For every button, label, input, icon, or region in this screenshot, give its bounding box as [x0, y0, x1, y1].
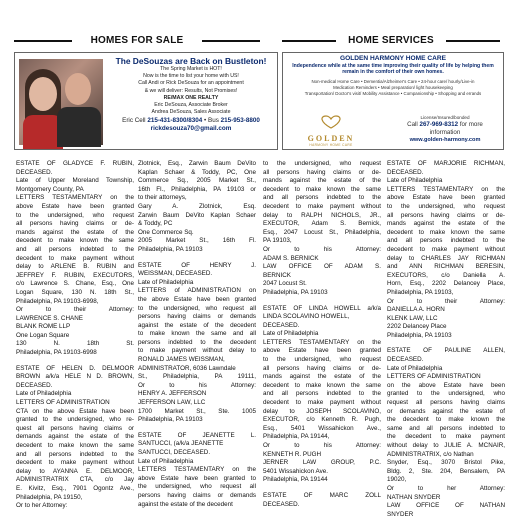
notice-line: delay to AYANNA E. DELMOOR,	[16, 467, 134, 475]
notice-line: ESTATE OF MARJORIE RICHMAN,	[387, 160, 505, 167]
notice-line: 2005 Market St., 16th Fl.	[138, 237, 256, 245]
notice-line: all persons having claims or de-	[263, 168, 381, 176]
notice-line: JEFFERSON LAW, LLC	[138, 399, 206, 407]
notice-line: ADMINISTRATOR, 6036 Lawndale	[138, 364, 236, 372]
notice-line: CTA on the above Estate have been	[16, 407, 134, 415]
notice-line: quest all persons having claims or	[16, 424, 134, 432]
notice-line: all persons having claims or de-	[387, 211, 505, 219]
agent-name: Andrea DeSouza, Sales Associate	[151, 109, 231, 116]
notice-line: Esq., 5401 Wissahickon Ave.,	[263, 424, 381, 432]
notice-line: to the undersigned, who request all	[138, 304, 256, 312]
notice-line: Philadelphia, PA 19103	[138, 245, 203, 253]
sale-ad-phones: Eric Cell 215-431-8300/8304 • Bus 215-953-8800	[122, 117, 260, 125]
notice-line: Philadelphia, PA 19103-6998,	[16, 297, 99, 305]
services-ad-subtitle: Independence while at the same time improving their quality of life by helping them remain in the comfort of their own homes.	[292, 63, 494, 76]
notice-line: Or to his Attorney:	[138, 381, 256, 389]
notice-line: to the undersigned, who request	[263, 160, 381, 167]
notice-line: ESTATE OF JEANETTE L.	[138, 431, 256, 439]
notice-line: Gary A. Zlotnick, Esq.	[138, 202, 256, 210]
notice-line: Or to their Attorney:	[16, 306, 134, 314]
notice-line: and all persons indebted to the	[263, 390, 381, 398]
notice-line: KLENK LAW, LLC	[387, 314, 438, 322]
notice-line: Philadelphia, PA 19103,	[387, 288, 454, 296]
notice-line: Zlotnick, Esq., Zarwin Baum DeVito	[138, 160, 256, 167]
notice-line: 1700 Market St., Ste. 1005	[138, 407, 256, 415]
notice-line: request all persons having claims	[387, 399, 505, 407]
notice-line: to the undersigned, who request	[263, 356, 381, 364]
notice-line: Or to their Attorney:	[387, 297, 505, 305]
notice-line: above Estate have been granted	[387, 194, 505, 202]
golden-harmony-ad	[282, 52, 504, 150]
notice-line: or demands against the estate of	[387, 407, 505, 415]
legal-column-4	[387, 160, 505, 518]
notice-line: above Estate have been granted to	[138, 474, 256, 482]
notice-line: Philadelphia, PA 19144,	[263, 433, 330, 441]
notice-line: SNYDER	[387, 510, 414, 518]
notice-line: LAWRENCE S. CHANE	[16, 314, 83, 322]
notice-line: DECEASED.	[16, 168, 53, 176]
notice-line: LETTERS TESTAMENTARY on the	[138, 466, 256, 474]
legal-notice	[138, 160, 256, 255]
notice-line: JEFFREY F. RUBIN, EXECUTORS,	[16, 271, 134, 279]
notice-line: mands against the estate of the	[263, 373, 381, 381]
heart-hands-icon	[316, 115, 346, 129]
notice-line: Esq., 2047 Locust St., Philadelphia,	[263, 228, 381, 236]
legal-column-1	[16, 160, 134, 512]
notice-line: DECEASED.	[263, 500, 300, 508]
services-website[interactable]: www.golden-harmony.com	[409, 137, 481, 143]
agents-photo	[19, 59, 103, 145]
notice-line: decedent to make payment without	[16, 254, 134, 262]
notice-line: HENRY A. JEFFERSON	[138, 390, 207, 398]
notice-line: LAW OFFICE OF NATHAN	[387, 502, 505, 510]
notice-line: ESTATE OF HENRY J.	[138, 261, 256, 269]
notice-line: Bldg. 2, Ste. 204, Bensalem, PA	[387, 467, 505, 475]
sale-ad-email[interactable]: rickdesouza70@gmail.com	[150, 125, 232, 133]
notice-line: Or to his Attorney:	[263, 442, 381, 449]
notice-line: Philadelphia, PA 19103	[138, 416, 203, 424]
notice-line: Montgomery County, PA	[16, 185, 84, 193]
notice-line: DECEASED.	[263, 321, 300, 329]
sale-ad-line: Call Andi or Rick DeSouza for an appointment	[138, 80, 244, 87]
notice-line: decedent to make payment without	[263, 399, 381, 407]
notice-line: above Estate have been granted	[263, 347, 381, 355]
services-ad-title: GOLDEN HARMONY HOME CARE	[339, 55, 447, 62]
notice-line: the above Estate have been granted	[138, 295, 256, 303]
notice-line: LETTERS TESTAMENTARY on the	[387, 185, 505, 193]
notice-line: RONALD JAMES WEISSMAN,	[138, 356, 225, 364]
legal-notice	[138, 432, 256, 509]
legal-notice	[263, 305, 381, 485]
notice-line: LETTERS of ADMINISTRATION on	[138, 287, 256, 295]
legal-notice	[263, 492, 381, 509]
sale-ad-line: Now is the time to list your home with US!	[143, 73, 239, 80]
notice-line: E. Kivitz, Esq., 7901 Ogontz Ave.,	[16, 484, 134, 492]
notice-line: all persons having claims or de-	[16, 220, 134, 228]
homes-for-sale-header: HOMES FOR SALE	[14, 34, 260, 48]
notice-line: KENNETH R. PUGH	[263, 450, 322, 458]
notice-line: against the estate of the decedent	[138, 500, 233, 508]
notice-line: all persons having claims or de-	[263, 364, 381, 372]
notice-line: Philadelphia, PA 19144	[263, 476, 328, 484]
notice-line: Late of Philadelphia	[138, 457, 194, 465]
notice-line: SANTUCCI, DECEASED.	[138, 449, 211, 456]
notice-line: Philadelphia, PA 19103	[263, 288, 328, 296]
notice-line: delay to JOSEPH SCOLAVINO,	[263, 407, 381, 415]
notice-line: Or to her Attorney:	[16, 502, 68, 510]
notice-line: decedent to make known the same	[16, 442, 134, 449]
notice-line: 2047 Locust St.	[263, 280, 307, 288]
notice-line: mands against the estate of the	[387, 220, 505, 228]
notice-line: Philadelphia, PA 19103	[387, 331, 452, 339]
notice-line: decedent to make known the same	[263, 185, 381, 193]
notice-line: without delay to JULIE A. MCNAIR,	[387, 442, 505, 449]
brokerage-name: RE/MAX ONE REALTY	[163, 94, 219, 101]
notice-line: Horn, Esq., 2202 Delancey Place,	[387, 280, 505, 288]
notice-line: mands against the estate of the	[16, 228, 134, 236]
notice-line: and all persons indebted to the	[387, 237, 505, 245]
notice-line: Late of Philadelphia	[138, 278, 194, 286]
notice-line: PA 19103,	[263, 237, 292, 245]
notice-line: 5401 Wissahickon Ave.	[263, 467, 328, 475]
notice-line: Late of Philadelphia	[16, 390, 72, 398]
notice-line: the undersigned, who request all	[138, 483, 256, 491]
notice-line: and all persons indebted to the	[263, 194, 381, 202]
notice-line: decedent to make payment without	[387, 245, 505, 253]
notice-line: DECEASED.	[387, 168, 424, 176]
notice-line: One Logan Square	[16, 331, 70, 339]
notice-line: the decedent to make payment	[387, 433, 505, 441]
notice-line: ESTATE OF LINDA HOWELL a/k/a	[263, 304, 381, 312]
notice-line: to their attorneys,	[138, 194, 187, 202]
notice-line: EXECUTORS, c/o Daniella A.	[387, 271, 505, 279]
service-line: Transportation/ Doctor's visit/ Mobility Assistance • Companionship • Shopping and errands	[304, 91, 482, 97]
notice-line: above Estate have been granted	[16, 202, 134, 210]
legal-notice	[16, 160, 134, 358]
notice-line: ADAM S. BERNICK	[263, 254, 319, 262]
notice-line: demands against the estate of the	[16, 433, 134, 441]
notice-line: delay to CHARLES JAY RICHMAN	[387, 254, 505, 262]
notice-line: LETTERS TESTAMENTARY on the	[263, 338, 381, 346]
notice-line: EXECUTOR, c/o Kenneth R. Pugh,	[263, 416, 381, 424]
notice-line: decedent to make known the same	[16, 237, 134, 245]
legal-column-2	[138, 160, 256, 512]
notice-line: decedent to make payment without	[263, 202, 381, 210]
notice-line: decedent to make known the same	[263, 381, 381, 389]
golden-harmony-logo: GOLDEN HARMONY HOME CARE	[289, 115, 373, 145]
notice-line: JERNER LAW GROUP, P.C.	[263, 459, 381, 467]
notice-line: 2202 Delancey Place	[387, 323, 447, 331]
notice-line: ESTATE OF PAULINE ALLEN,	[387, 347, 505, 355]
notice-line: Or to her Attorney:	[387, 484, 505, 492]
notice-line: LINDA SCOLAVINO HOWELL,	[263, 313, 350, 321]
notice-line: ADMINISTRATRIX CTA, c/o Jay	[16, 476, 134, 484]
notice-line: Logan Square, 130 N. 18th St.,	[16, 288, 134, 296]
notice-line: St., Philadelphia, PA 19111,	[138, 373, 256, 381]
legal-notice	[387, 347, 505, 519]
notice-line: decedent to make known the same	[387, 228, 505, 236]
notice-line: WEISSMAN, DECEASED.	[138, 270, 213, 278]
notice-line: Zarwin Baum DeVito Kaplan Schaer	[138, 211, 256, 219]
notice-line: EXECUTOR, Adam S. Bernick,	[263, 220, 381, 228]
services-phone: Call 267-969-8312 for more information	[407, 121, 483, 136]
legal-column-3	[263, 160, 381, 512]
legal-notice	[16, 365, 134, 511]
notice-line: ESTATE OF MARC ZOLL	[263, 491, 381, 499]
notice-line: and all persons indebted to the	[16, 245, 134, 253]
service-line: Non-medical Home Care • Dementia/Alzheimer's Care • 24-hour care/ hourly/Live-in	[311, 78, 475, 84]
notice-line: against the estate of the decedent	[138, 321, 256, 329]
notice-line: Commerce Sq., 2005 Market St.,	[138, 177, 256, 185]
notice-line: SANTUCCI, (a/k/a JEANETTE	[138, 440, 224, 448]
notice-line: persons having claims or demands	[138, 491, 256, 499]
notice-line: granted to the undersigned, who re-	[16, 416, 134, 424]
notice-line: LAW OFFICE OF ADAM S.	[263, 263, 381, 271]
desouza-realty-ad	[14, 52, 278, 150]
notice-line: 16th Fl., Philadelphia, PA 19103 or	[138, 185, 256, 193]
license-text: License/Insured/bonded	[420, 115, 470, 120]
notice-line: DANIELLA A. HORN	[387, 306, 445, 314]
notice-line: Snyder, Esq., 3070 Bristol Pike,	[387, 459, 505, 467]
notice-line: NATHAN SNYDER	[387, 493, 441, 501]
notice-line: LETTERS OF ADMINISTRATION	[16, 399, 110, 407]
notice-line: to make payment without delay to	[138, 347, 256, 355]
notice-line: persons having claims or demands	[138, 313, 256, 321]
notice-line: to the undersigned, who request	[16, 211, 134, 219]
notice-line: Philadelphia, PA 19150,	[16, 493, 83, 501]
notice-line: persons indebted to the decedent	[138, 338, 256, 346]
notice-line: to make known the same and all	[138, 330, 256, 338]
notice-line: Kaplan Schaer & Toddy, PC, One	[138, 168, 256, 176]
notice-line: DECEASED.	[387, 356, 424, 364]
notice-line: DECEASED.	[16, 381, 53, 389]
notice-line: delay to ARLENE B. RUBIN and	[16, 263, 134, 271]
notice-line: Late of Philadelphia	[263, 330, 319, 338]
notice-line: BERNICK	[263, 271, 291, 279]
notice-line: Philadelphia, PA 19103-6998	[16, 349, 97, 357]
notice-line: BLANK ROME LLP	[16, 323, 71, 331]
notice-line: delay to RALPH NICHOLS, JR.,	[263, 211, 381, 219]
sale-ad-line: & we will deliver: Results, Not Promises!	[144, 87, 238, 94]
notice-line: 19020,	[387, 476, 407, 484]
notice-line: LETTERS TESTAMENTARY on the	[16, 194, 134, 202]
legal-notice	[263, 160, 381, 298]
notice-line: and ANN RICHMAN BERESIN,	[387, 263, 505, 271]
notice-line: ESTATE OF GLADYCE F. RUBIN,	[16, 160, 134, 167]
notice-line: c/o Lawrence S. Chane, Esq., One	[16, 280, 134, 288]
legal-notice	[138, 262, 256, 425]
sale-ad-line: The Spring Market is HOT!	[160, 66, 222, 72]
sale-ad-title: The DeSouzas are Back on Bustleton!	[115, 56, 267, 66]
notice-line: Late of Philadelphia	[387, 177, 443, 185]
notice-line: 130 N. 18th St.	[16, 340, 134, 348]
notice-line: same and all persons indebted to	[387, 424, 505, 432]
notice-line: Or to his Attorney:	[263, 245, 381, 253]
notice-line: ESTATE OF HELEN D. DELMOOR	[16, 364, 134, 372]
legal-notice	[387, 160, 505, 340]
notice-line: on the above Estate have been	[387, 381, 505, 389]
notice-line: BROWN a/k/a HELE N D. BROWN,	[16, 373, 134, 381]
notice-line: One Commerce Sq.	[138, 228, 194, 236]
notice-line: Late of Philadelphia	[387, 364, 443, 372]
notice-line: to the undersigned, who request	[387, 202, 505, 210]
notice-line: & Toddy, PC	[138, 220, 173, 228]
notice-line: and all persons indebted to the	[16, 450, 134, 458]
notice-line: the decedent to make known the	[387, 416, 505, 424]
agent-name: Eric DeSouza, Associate Broker	[154, 102, 228, 109]
notice-line: granted to the undersigned, who	[387, 390, 505, 398]
notice-line: mands against the estate of the	[263, 177, 381, 185]
notice-line: decedent to make payment without	[16, 459, 134, 467]
notice-line: Late of Upper Moreland Township,	[16, 177, 134, 185]
notice-line: LETTERS OF ADMINISTRATION	[387, 373, 481, 381]
service-line: Medication Reminders • Meal preparation/ light housekeeping	[333, 85, 453, 91]
notice-line: ADMINISTRATRIX, c/o Nathan	[387, 450, 474, 458]
home-services-header: HOME SERVICES	[282, 34, 500, 48]
